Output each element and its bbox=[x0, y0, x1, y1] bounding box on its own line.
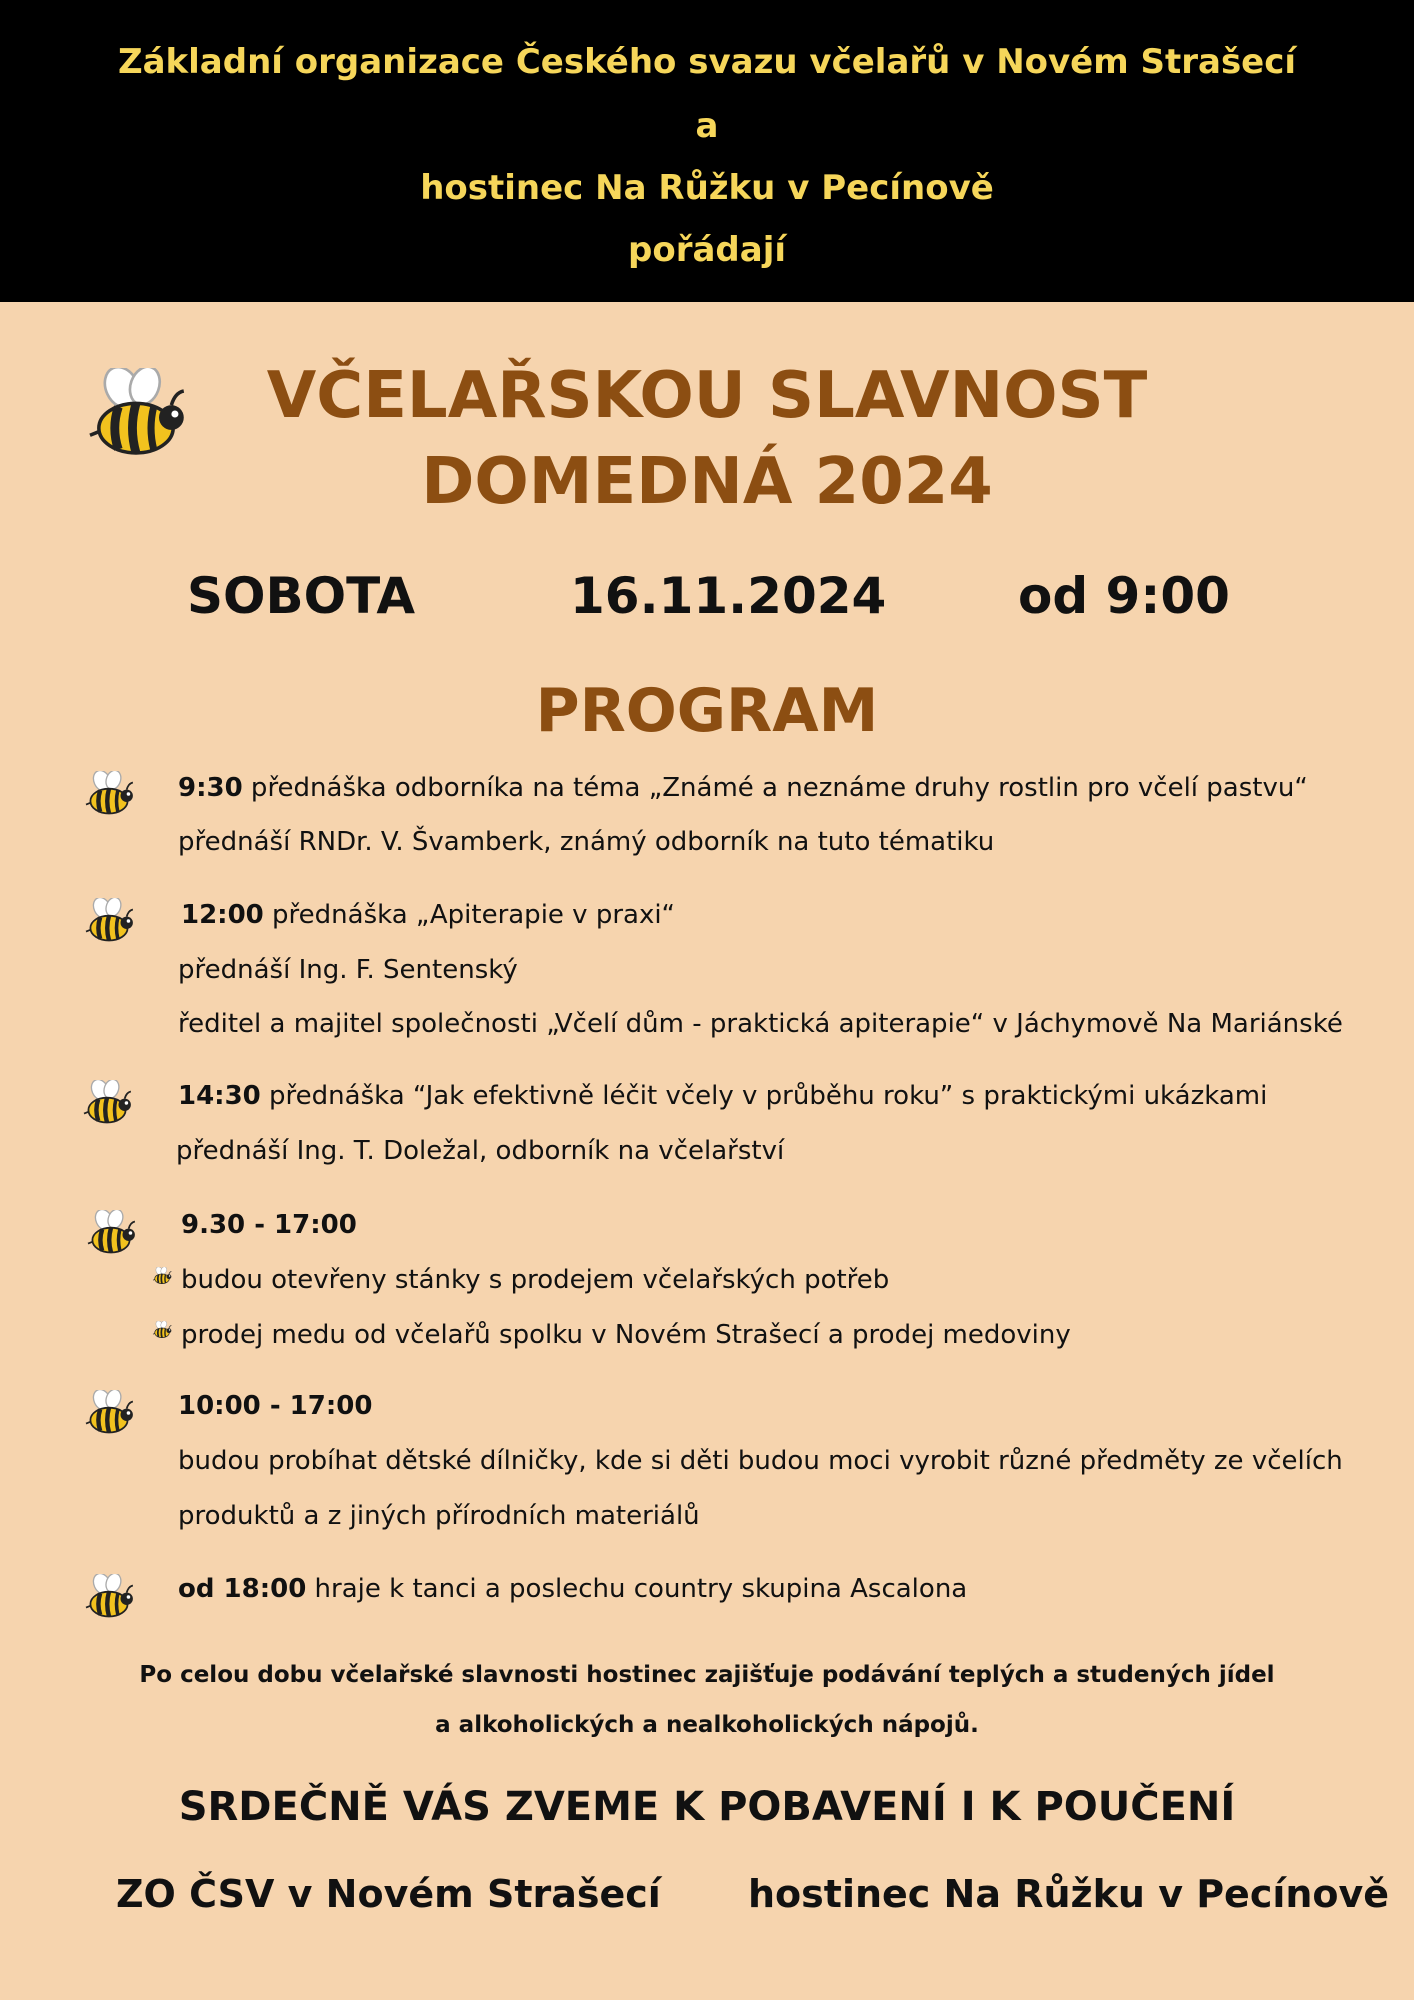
program-item-2-line-1: přednáší Ing. F. Sentenský bbox=[178, 955, 518, 985]
program-item-3-line-1: přednáší Ing. T. Doležal, odborník na včelařství bbox=[176, 1136, 785, 1166]
program-item-4-line-1: budou otevřeny stánky s prodejem včelařských potřeb bbox=[181, 1265, 890, 1295]
event-title-line1: VČELAŘSKOU SLAVNOST bbox=[266, 359, 1148, 433]
invitation-text: SRDEČNĚ VÁS ZVEME K POBAVENÍ I K POUČENÍ bbox=[178, 1784, 1236, 1830]
item-time: od 18:00 bbox=[178, 1574, 307, 1604]
organizes-line: pořádají bbox=[628, 230, 786, 270]
item-time: 14:30 bbox=[178, 1081, 261, 1111]
event-start: od 9:00 bbox=[1018, 567, 1230, 625]
program-item-5 bbox=[178, 1389, 372, 1423]
event-title-line2: DOMEDNÁ 2024 bbox=[421, 445, 993, 519]
bee-icon bbox=[82, 1080, 132, 1126]
item-time: 9.30 - 17:00 bbox=[181, 1210, 357, 1240]
program-item-4 bbox=[181, 1208, 357, 1242]
item-text: přednáška odborníka na téma „Známé a neznáme druhy rostlin pro včelí pastvu“ bbox=[242, 773, 1308, 803]
program-item-1-line-1: přednáší RNDr. V. Švamberk, známý odborník na tuto tématiku bbox=[178, 827, 995, 857]
and-line: a bbox=[695, 106, 719, 146]
item-text: hraje k tanci a poslechu country skupina Ascalona bbox=[306, 1574, 968, 1604]
item-time: 10:00 - 17:00 bbox=[178, 1391, 373, 1421]
event-day: SOBOTA bbox=[187, 567, 416, 625]
program-item-1 bbox=[178, 771, 1308, 805]
footer-organizer-right: hostinec Na Růžku v Pecínově bbox=[748, 1872, 1390, 1916]
bee-icon bbox=[84, 1390, 134, 1436]
program-item-5-line-2: produktů a z jiných přírodních materiálů bbox=[178, 1501, 700, 1531]
program-item-2 bbox=[181, 898, 675, 932]
program-item-4-line-2: prodej medu od včelařů spolku v Novém Strašecí a prodej medoviny bbox=[181, 1320, 1071, 1350]
item-text: přednáška „Apiterapie v praxi“ bbox=[263, 900, 676, 930]
bee-icon bbox=[84, 1574, 134, 1620]
bee-icon bbox=[86, 1210, 136, 1256]
program-item-3 bbox=[178, 1079, 1267, 1113]
item-time: 9:30 bbox=[178, 773, 243, 803]
program-heading: PROGRAM bbox=[535, 676, 879, 746]
bee-icon bbox=[84, 898, 134, 944]
organizer-2: hostinec Na Růžku v Pecínově bbox=[420, 168, 994, 208]
catering-note-line2: a alkoholických a nealkoholických nápojů. bbox=[435, 1712, 979, 1738]
organizer-1: Základní organizace Českého svazu včelařů v Novém Strašecí bbox=[117, 42, 1297, 82]
bee-icon bbox=[152, 1321, 172, 1339]
program-item-6 bbox=[178, 1572, 967, 1606]
item-text: přednáška “Jak efektivně léčit včely v průběhu roku” s praktickými ukázkami bbox=[260, 1081, 1268, 1111]
program-item-2-line-2: ředitel a majitel společnosti „Včelí dům - praktická apiterapie“ v Jáchymově Na Mariánské bbox=[178, 1009, 1343, 1039]
header-banner bbox=[0, 0, 1414, 302]
program-item-5-line-1: budou probíhat dětské dílničky, kde si děti budou moci vyrobit různé předměty ze včelích bbox=[178, 1446, 1343, 1476]
item-time: 12:00 bbox=[181, 900, 264, 930]
catering-note-line1: Po celou dobu včelařské slavnosti hostinec zajišťuje podávání teplých a studených jídel bbox=[139, 1662, 1275, 1688]
bee-icon bbox=[152, 1267, 172, 1285]
footer-organizer-left: ZO ČSV v Novém Strašecí bbox=[116, 1872, 661, 1916]
event-date: 16.11.2024 bbox=[570, 567, 887, 625]
bee-icon bbox=[84, 771, 134, 817]
